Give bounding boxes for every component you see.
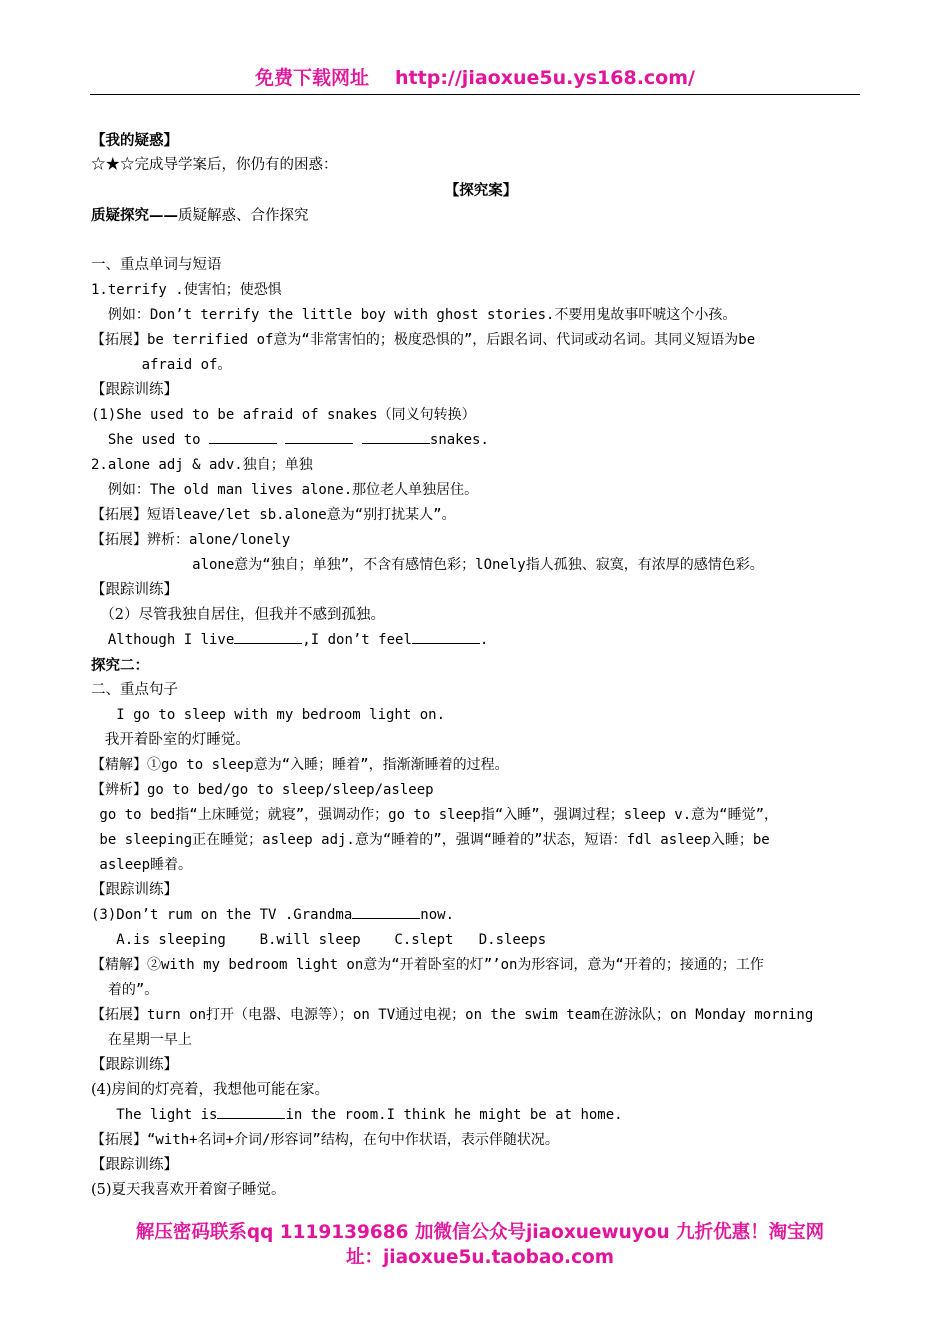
exercise-1: (1)She used to be afraid of snakes（同义句转换） [91,407,476,423]
header-site-url[interactable]: http://jiaoxue5u.ys168.com/ [395,67,695,89]
answer-blank[interactable] [234,629,302,644]
exercise-3-prefix: (3)Don’t rum on the TV .Grandma [91,907,353,923]
analysis-light-on-cont: 着的”。 [91,982,159,998]
tag-analysis: 【精解】 [91,957,147,973]
exercise-5: (5)夏天我喜欢开着窗子睡觉。 [91,1182,286,1198]
exercise-3 [91,903,871,928]
vocab-alone: 2.alone adj & adv.独自；单独 [91,457,313,473]
key-sentence-translation: 我开着卧室的灯睡觉。 [91,732,250,748]
exercise-4-prefix: The light is [91,1107,218,1123]
discrimination-line-3: asleep睡着。 [91,857,193,873]
exercise-2-suffix: . [479,632,489,648]
answer-blank[interactable] [352,904,420,919]
alone-lonely-explanation: alone意为“独自；单独”，不含有感情色彩；lOnely指人孤独、寂寞，有浓厚的感情色彩。 [91,557,764,573]
key-sentence: I go to sleep with my bedroom light on. [91,707,446,723]
inquiry-subtitle-bold: 质疑探究—— [91,207,178,224]
extension-with-structure [91,1128,871,1153]
extension-leave-alone [91,503,871,528]
discrimination-line-1: go to bed指“上床睡觉；就寝”，强调动作；go to sleep指“入睡”，强调过程；sleep v.意为“睡觉”， [91,807,779,823]
blank-line [91,228,871,253]
exercise-2: （2）尽管我独自居住，但我并不感到孤独。 [91,607,385,623]
exercise-2-answer [91,628,871,653]
exercise-2-middle: ,I don’t feel [302,632,412,648]
page-header [90,66,860,95]
tag-practice: 【跟踪训练】 [91,1057,178,1073]
answer-blank[interactable] [412,629,480,644]
exercise-4: (4)房间的灯亮着，我想他可能在家。 [91,1082,330,1098]
discrimination-text: go to bed/go to sleep/sleep/asleep [147,782,434,798]
analysis-go-to-sleep [91,753,871,778]
tag-practice: 【跟踪训练】 [91,882,178,898]
extension-terrified-cont: afraid of。 [91,357,232,373]
part-one-heading: 一、重点单词与短语 [91,257,222,273]
exercise-2-prefix: Although I live [91,632,235,648]
answer-blank[interactable] [285,429,353,444]
vocab-terrify: 1.terrify .使害怕；使恐惧 [91,282,282,298]
example-alone: 例如：The old man lives alone.那位老人单独居住。 [91,482,479,498]
answer-blank[interactable] [217,1104,285,1119]
page-footer [90,1220,870,1270]
tag-analysis: 【精解】 [91,757,147,773]
section-heading-inquiry-two: 探究二： [91,657,149,674]
extension-terrified [91,328,871,353]
tag-practice: 【跟踪训练】 [91,582,178,598]
header-site-label: 免费下载网址 [255,67,370,89]
extension-alone-lonely [91,528,871,553]
exercise-1-prefix: She used to [91,432,210,448]
doubts-prompt: ☆★☆完成导学案后，你仍有的困惑： [91,157,338,173]
tag-discrimination: 【辨析】 [91,782,147,798]
exercise-4-suffix: in the room.I think he might be at home. [285,1107,623,1123]
analysis-text: ②with my bedroom light on意为“开着卧室的灯”’on为形容词，意为“开着的；接通的；工作 [147,957,764,973]
tag-extension: 【拓展】 [91,1007,147,1023]
extension-text: 辨析：alone/lonely [147,532,291,548]
extension-on-phrases [91,1003,871,1028]
tag-practice: 【跟踪训练】 [91,1157,178,1173]
extension-text: turn on打开（电器、电源等）；on TV通过电视；on the swim team在游泳队；on Monday morning [147,1007,814,1023]
tag-extension: 【拓展】 [91,532,147,548]
extension-text: “with+名词+介词/形容词”结构，在句中作状语，表示伴随状况。 [147,1132,559,1148]
section-heading-doubts: 【我的疑惑】 [91,132,178,149]
analysis-text: ①go to sleep意为“入睡；睡着”，指渐渐睡着的过程。 [147,757,509,773]
exercise-1-suffix: snakes. [429,432,489,448]
discrimination-heading [91,778,871,803]
tag-extension: 【拓展】 [91,507,147,523]
exercise-1-answer [91,428,871,453]
exercise-3-options: A.is sleeping B.will sleep C.slept D.sleeps [91,932,547,948]
footer-line-1: 解压密码联系qq 1119139686 加微信公众号jiaoxuewuyou 九折优惠！淘宝网 [135,1222,825,1243]
document-body [91,128,871,1203]
answer-blank[interactable] [209,429,277,444]
footer-line-2[interactable]: 址：jiaoxue5u.taobao.com [345,1247,615,1268]
tag-extension: 【拓展】 [91,332,147,348]
tag-practice: 【跟踪训练】 [91,382,178,398]
answer-blank[interactable] [362,429,430,444]
extension-text: 短语leave/let sb.alone意为“别打扰某人”。 [147,507,456,523]
exercise-3-suffix: now. [420,907,455,923]
part-two-heading: 二、重点句子 [91,682,178,698]
inquiry-subtitle-rest: 质疑解惑、合作探究 [178,208,309,224]
tag-extension: 【拓展】 [91,1132,147,1148]
exercise-4-answer [91,1103,871,1128]
discrimination-line-2: be sleeping正在睡觉；asleep adj.意为“睡着的”，强调“睡着的”状态，短语：fdl asleep入睡；be [91,832,770,848]
example-terrify: 例如：Don’t terrify the little boy with ghost stories.不要用鬼故事吓唬这个小孩。 [91,307,737,323]
extension-text: be terrified of意为“非常害怕的；极度恐惧的”，后跟名词、代词或动名词。其同义短语为be [147,332,756,348]
inquiry-subtitle [91,203,871,228]
analysis-light-on [91,953,871,978]
extension-on-phrases-cont: 在星期一早上 [91,1032,192,1048]
section-heading-inquiry: 【探究案】 [444,182,518,199]
